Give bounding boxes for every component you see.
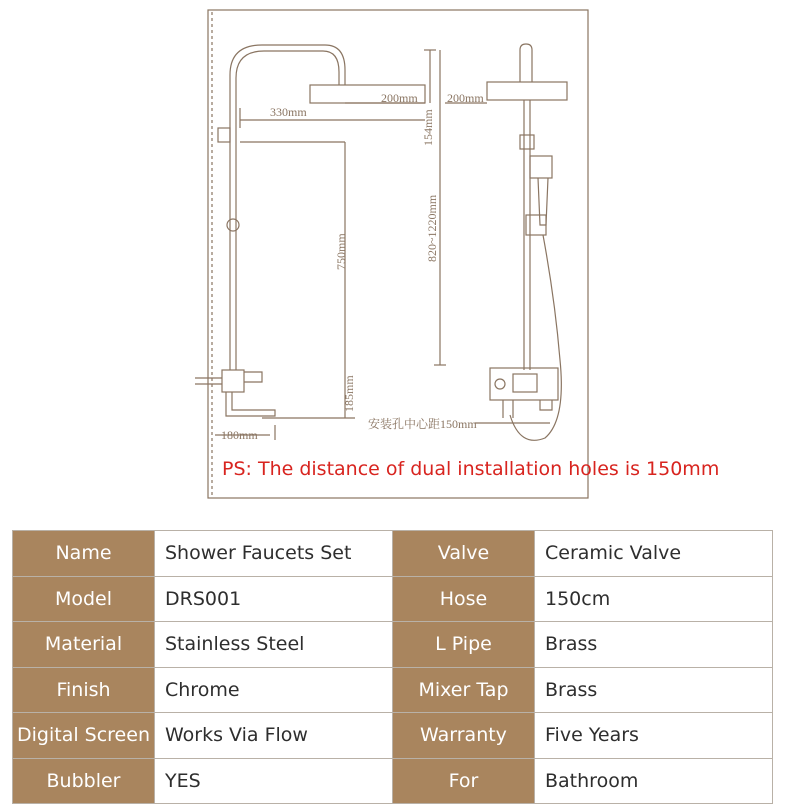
spec-value: 150cm bbox=[535, 576, 773, 622]
dim-hole-spacing: 安装孔中心距150mm bbox=[368, 417, 477, 431]
spec-label: L Pipe bbox=[393, 622, 535, 668]
spec-row bbox=[13, 758, 773, 804]
spec-label: Bubbler bbox=[13, 758, 155, 804]
height-adjust-ring bbox=[227, 219, 239, 231]
spec-value: Bathroom bbox=[535, 758, 773, 804]
spec-value: YES bbox=[155, 758, 393, 804]
spec-value: Shower Faucets Set bbox=[155, 531, 393, 577]
front-mixer bbox=[490, 368, 558, 400]
spec-label: Finish bbox=[13, 667, 155, 713]
dim-820-1220: 820~1220mm bbox=[425, 194, 439, 262]
spec-row bbox=[13, 622, 773, 668]
front-shower-head bbox=[487, 82, 567, 100]
dim-200-right: 200mm bbox=[447, 91, 484, 105]
hand-shower bbox=[530, 156, 552, 178]
spec-table bbox=[12, 530, 773, 804]
spec-row bbox=[13, 667, 773, 713]
spec-label: Name bbox=[13, 531, 155, 577]
installation-note: PS: The distance of dual installation holes is 150mm bbox=[222, 458, 720, 480]
spec-label: Hose bbox=[393, 576, 535, 622]
dim-180: 180mm bbox=[221, 428, 258, 442]
shower-hose bbox=[510, 235, 561, 440]
mixer-body bbox=[222, 370, 244, 392]
spec-label: Valve bbox=[393, 531, 535, 577]
spec-label: Model bbox=[13, 576, 155, 622]
riser-pipe bbox=[230, 45, 345, 370]
dim-750: 750mm bbox=[334, 233, 348, 270]
spec-value: DRS001 bbox=[155, 576, 393, 622]
spec-row bbox=[13, 576, 773, 622]
spec-row bbox=[13, 531, 773, 577]
spec-label: Mixer Tap bbox=[393, 667, 535, 713]
spec-value: Brass bbox=[535, 622, 773, 668]
spec-label: For bbox=[393, 758, 535, 804]
spec-value: Stainless Steel bbox=[155, 622, 393, 668]
spec-label: Material bbox=[13, 622, 155, 668]
spec-row bbox=[13, 713, 773, 759]
dim-154: 154mm bbox=[421, 109, 435, 146]
spec-value: Five Years bbox=[535, 713, 773, 759]
spec-value: Ceramic Valve bbox=[535, 531, 773, 577]
dim-330: 330mm bbox=[270, 105, 307, 119]
spec-value: Works Via Flow bbox=[155, 713, 393, 759]
spec-value: Brass bbox=[535, 667, 773, 713]
spec-label: Digital Screen bbox=[13, 713, 155, 759]
spec-label: Warranty bbox=[393, 713, 535, 759]
dim-185: 185mm bbox=[342, 375, 356, 412]
spec-value: Chrome bbox=[155, 667, 393, 713]
dim-200-left: 200mm bbox=[381, 91, 418, 105]
